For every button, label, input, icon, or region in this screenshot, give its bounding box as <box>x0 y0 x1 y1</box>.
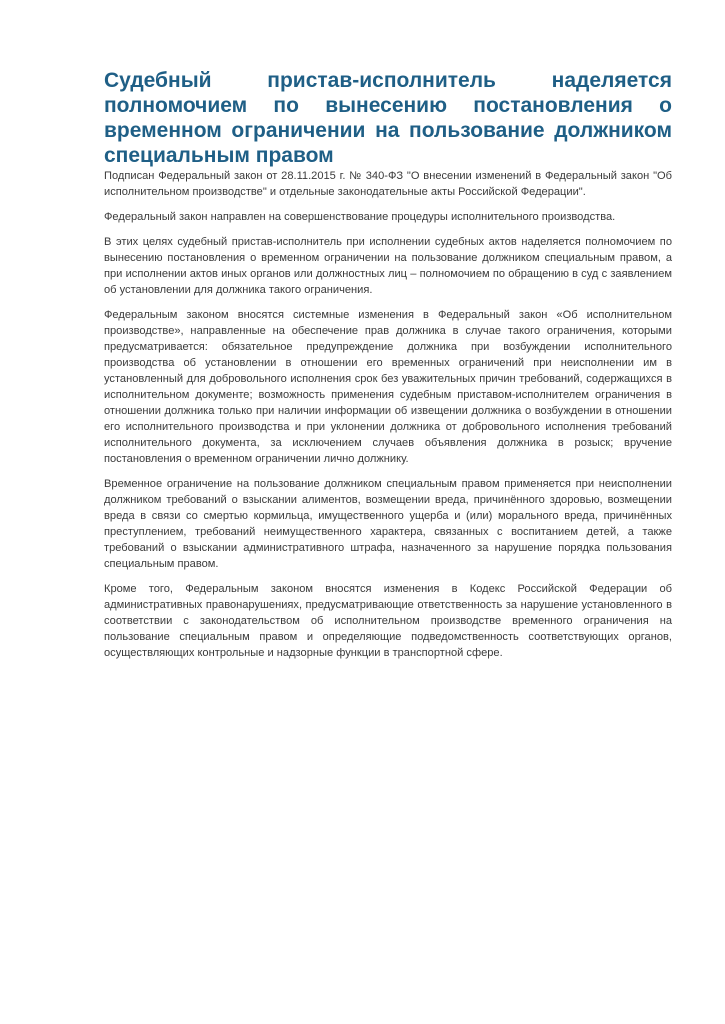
article-paragraph-1: Подписан Федеральный закон от 28.11.2015 г. № 340-ФЗ "О внесении изменений в Федеральный закон "Об исполнительном производстве" и отдельные законодательные акты Российской Федерации". <box>104 170 672 198</box>
article-paragraph-6: Кроме того, Федеральным законом вносятся изменения в Кодекс Российской Федерации об административных правонарушениях, предусматривающие ответственность за нарушение установленного в соответствии с законодательством об исполнительном производстве временного ограничения на пользование специальным правом и определяющие подведомственность соответствующих органов, осуществляющих контрольные и надзорные функции в транспортной сфере. <box>104 583 672 659</box>
article-paragraph-5: Временное ограничение на пользование должником специальным правом применяется при неисполнении должником требований о взыскании алиментов, возмещении вреда, причинённого здоровью, возмещении вреда в связи со смертью кормильца, имущественного ущерба и (или) морального вреда, причинённых преступлением, требований неимущественного характера, связанных с воспитанием детей, а также требований о взыскании административного штрафа, назначенного за нарушение порядка пользования специальным правом. <box>104 478 672 570</box>
article-paragraph-3: В этих целях судебный пристав-исполнитель при исполнении судебных актов наделяется полномочием по вынесению постановления о временном ограничении на пользование должником специальным правом, а при исполнении актов иных органов или должностных лиц – полномочием по обращению в суд с заявлением об установлении для должника такого ограничения. <box>104 236 672 296</box>
article-paragraph-4: Федеральным законом вносятся системные изменения в Федеральный закон «Об исполнительном производстве», направленные на обеспечение прав должника в случае такого ограничения, которыми предусматривается: обязательное предупреждение должника при возбуждении исполнительного производства об установлении в отношении его временных ограничений при неисполнении им в установленный для добровольного исполнения срок без уважительных причин требований, содержащихся в исполнительном документе; возможность применения судебным приставом-исполнителем ограничения в отношении должника только при наличии информации об извещении должника о возбуждении в отношении его исполнительного производства и при уклонении должника от добровольного исполнения требований исполнительного документа, за исключением случаев объявления должника в розыск; вручение постановления о временном ограничении лично должнику. <box>104 309 672 465</box>
article-paragraph-2: Федеральный закон направлен на совершенствование процедуры исполнительного производства. <box>104 211 616 223</box>
document-page <box>104 68 672 670</box>
article-title: Судебный пристав-исполнитель наделяется полномочием по вынесению постановления о временном ограничении на пользование должником специальным правом <box>104 69 672 167</box>
